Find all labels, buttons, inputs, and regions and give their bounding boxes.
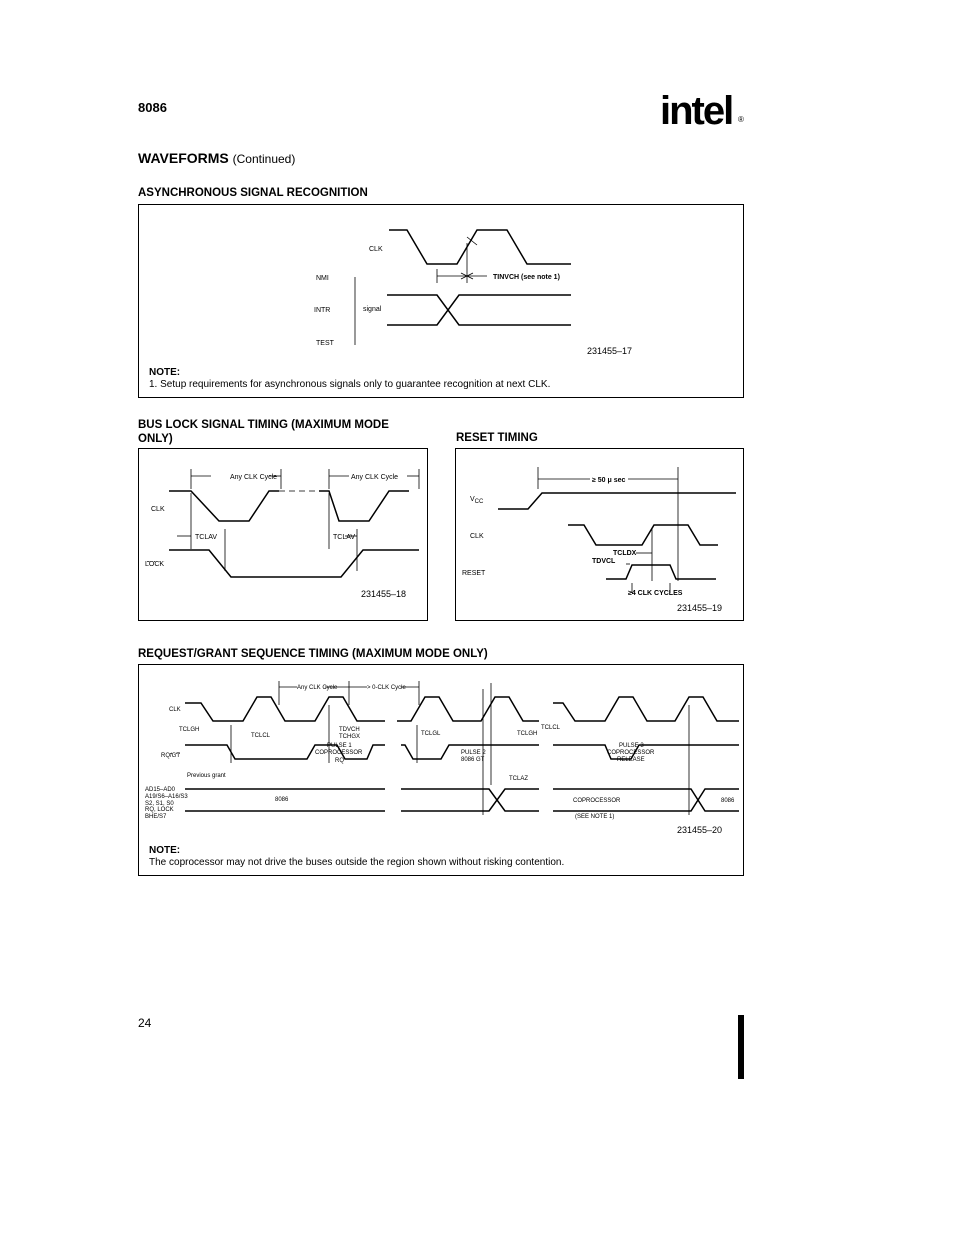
reset-reset-label: RESET <box>462 570 486 577</box>
reqgrant-tclgl: TCLGL <box>421 731 441 737</box>
reqgrant-figure-number: 231455–20 <box>677 825 723 835</box>
async-signal-label: signal <box>363 306 382 313</box>
reqgrant-bus-8086-b: 8086 <box>721 798 735 804</box>
reqgrant-bus-line3: S2, S1, S0 <box>145 801 174 807</box>
registered-mark: ® <box>738 115 744 124</box>
part-number: 8086 <box>138 100 167 115</box>
reset-vcc-waveform <box>498 493 736 509</box>
reset-tcldx-label: TCLDX <box>613 550 637 557</box>
reqgrant-pulse2: PULSE 2 <box>461 750 486 756</box>
intel-logo <box>660 88 750 132</box>
section-title-continued: (Continued) <box>232 152 296 166</box>
reset-vcc-label: VCC <box>470 496 484 505</box>
reqgrant-pulse1: PULSE 1 <box>327 743 352 749</box>
intel-logo-text: intel <box>660 89 733 132</box>
async-signal-low <box>387 295 571 325</box>
reqgrant-bus-line2: A19/S6–A16/S3 <box>145 794 188 800</box>
reqgrant-pulse3-sub: COPROCESSOR <box>607 750 655 756</box>
reqgrant-pulse1-rq: RQ <box>335 758 344 764</box>
buslock-heading-line2: ONLY) <box>138 433 173 445</box>
buslock-tclav-1: TCLAV <box>195 534 218 541</box>
buslock-any-clk-1: Any CLK Cycle <box>230 474 278 481</box>
reqgrant-previous-grant: Previous grant <box>187 773 226 779</box>
async-clk-label: CLK <box>369 246 383 253</box>
reqgrant-tclgh-2: TCLGH <box>517 731 538 737</box>
section-title-main: WAVEFORMS <box>138 150 229 166</box>
reqgrant-see-note: (SEE NOTE 1) <box>575 814 615 820</box>
reset-heading: RESET TIMING <box>456 432 538 444</box>
reqgrant-pulse3: PULSE 3 <box>619 743 644 749</box>
reset-tdvcl-label: TDVCL <box>592 558 616 565</box>
reqgrant-note-title: NOTE: <box>149 845 181 856</box>
buslock-lock-label: LOCK <box>145 561 165 568</box>
reqgrant-tchgx: TCHGX <box>339 734 360 740</box>
reset-figure <box>455 448 744 621</box>
reqgrant-pulse1-sub: COPROCESSOR <box>315 750 363 756</box>
async-clk-waveform <box>389 230 571 264</box>
reqgrant-heading: REQUEST/GRANT SEQUENCE TIMING (MAXIMUM MODE ONLY) <box>138 648 488 660</box>
async-note-text: 1. Setup requirements for asynchronous signals only to guarantee recognition at next CLK. <box>149 379 551 390</box>
reqgrant-bus-8086-a: 8086 <box>275 797 289 803</box>
reqgrant-rqgt-label: RQ/GT <box>161 753 180 759</box>
buslock-any-clk-2: Any CLK Cycle <box>351 474 399 481</box>
async-figure-number: 231455–17 <box>587 346 633 356</box>
buslock-tclav-2: TCLAV <box>333 534 356 541</box>
async-heading: ASYNCHRONOUS SIGNAL RECOGNITION <box>138 187 368 199</box>
buslock-clk-label: CLK <box>151 506 165 513</box>
buslock-figure-number: 231455–18 <box>361 589 407 599</box>
page-number: 24 <box>138 1016 152 1030</box>
reqgrant-clk-label: CLK <box>169 707 181 713</box>
reqgrant-bus-cross-b <box>401 789 539 811</box>
reqgrant-tclcl-2: TCLCL <box>541 725 561 731</box>
reqgrant-tdvch: TDVCH <box>339 727 360 733</box>
async-note-title: NOTE: <box>149 367 181 378</box>
reset-figure-number: 231455–19 <box>677 603 723 613</box>
reqgrant-bus-cross-a <box>401 789 539 811</box>
reqgrant-any-clk: Any CLK Cycle <box>297 685 338 691</box>
buslock-heading-line1: BUS LOCK SIGNAL TIMING (MAXIMUM MODE <box>138 419 389 431</box>
buslock-lock-waveform <box>169 550 419 577</box>
async-tinvch-label: TINVCH (see note 1) <box>493 274 560 281</box>
reqgrant-clk-waveform-1 <box>185 697 385 721</box>
reset-clk-label: CLK <box>470 533 484 540</box>
reqgrant-tclgh-1: TCLGH <box>179 727 200 733</box>
reqgrant-bus-line4: RQ, LOCK <box>145 807 174 813</box>
section-title <box>138 150 295 166</box>
async-signal-high <box>387 295 571 325</box>
async-test-label: TEST <box>316 340 334 347</box>
reqgrant-bus-coproc: COPROCESSOR <box>573 798 621 804</box>
reqgrant-bus-line1: AD15–AD0 <box>145 787 176 793</box>
reqgrant-tclcl-1: TCLCL <box>251 733 271 739</box>
reqgrant-note-text: The coprocessor may not drive the buses outside the region shown without risking contention. <box>149 857 565 868</box>
async-figure <box>138 204 744 398</box>
reset-clk-waveform <box>568 525 718 545</box>
buslock-clk-waveform-2 <box>319 491 409 521</box>
reset-reset-waveform <box>606 565 716 579</box>
buslock-clk-waveform-1 <box>169 491 279 521</box>
async-nmi-label: NMI <box>316 275 329 282</box>
buslock-figure <box>138 448 428 621</box>
buslock-heading <box>138 418 389 446</box>
reqgrant-bus-line5: BHE/S7 <box>145 814 167 820</box>
reset-time-label: ≥ 50 μ sec <box>592 477 626 484</box>
reqgrant-gt0-clk: > 0-CLK Cycle <box>367 685 406 691</box>
reqgrant-pulse2-sub: 8086 GT <box>461 757 485 763</box>
reqgrant-pulse3-sub2: RELEASE <box>617 757 645 763</box>
reqgrant-figure <box>138 664 744 876</box>
reqgrant-tclaz: TCLAZ <box>509 776 529 782</box>
revision-bar <box>738 1015 744 1079</box>
async-intr-label: INTR <box>314 307 331 314</box>
reqgrant-clk-waveform-2 <box>397 697 539 721</box>
reset-cycles-label: ≥4 CLK CYCLES <box>628 590 683 597</box>
reqgrant-clk-waveform-3 <box>553 697 739 721</box>
